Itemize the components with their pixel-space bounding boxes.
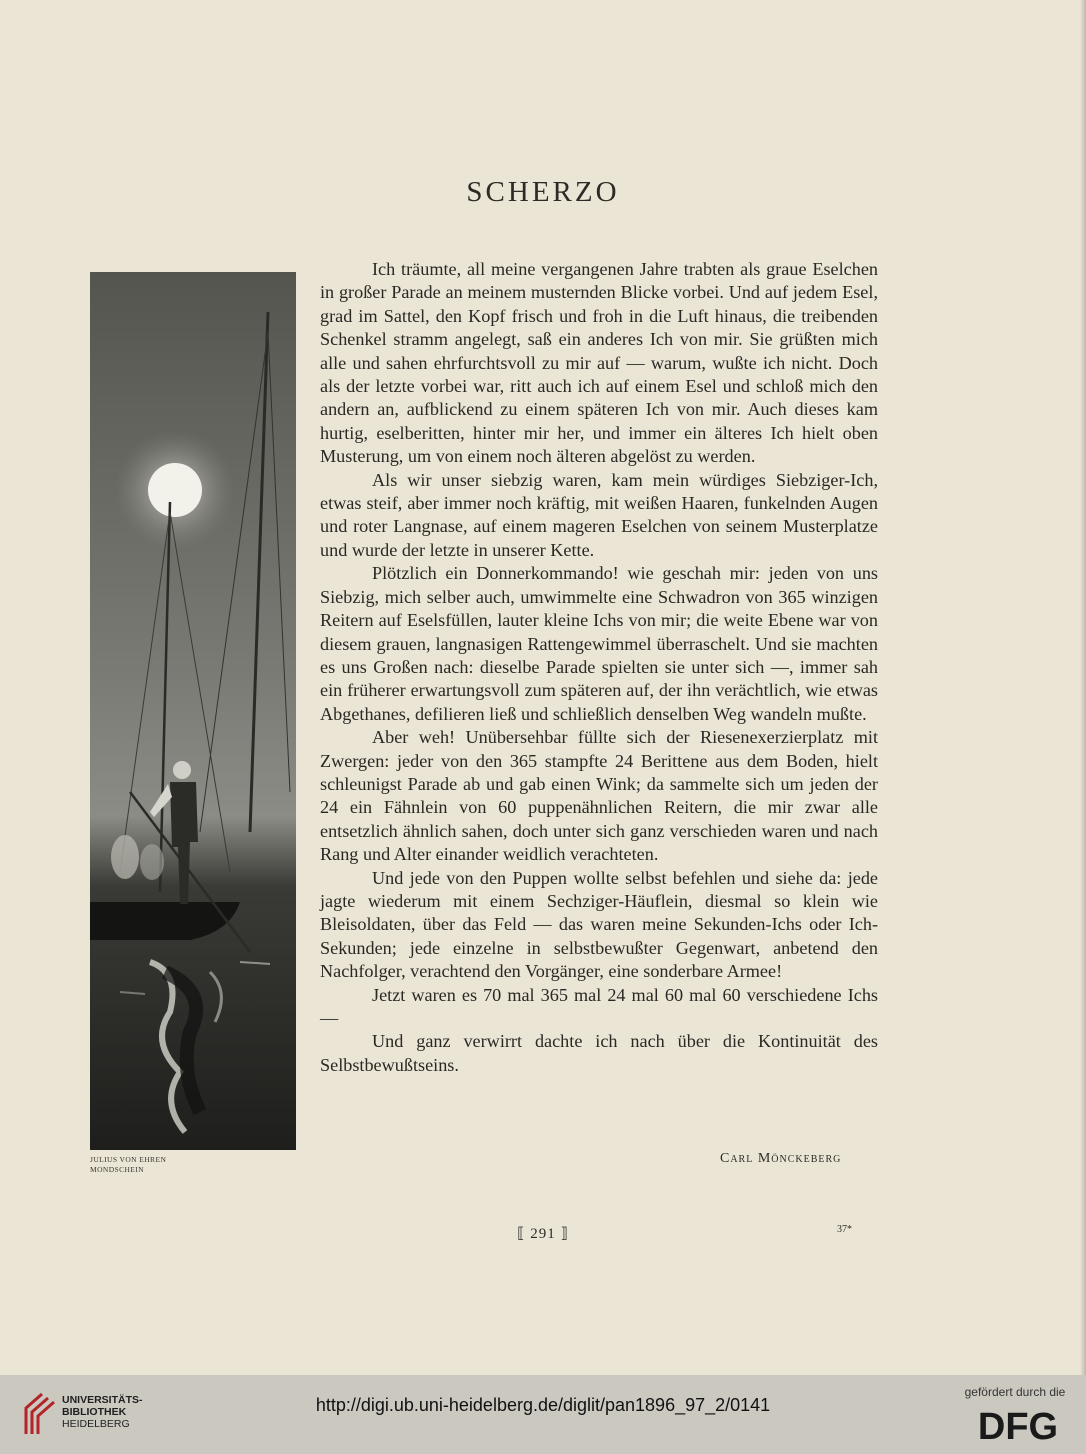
page-number: ⟦ 291 ⟧	[517, 1226, 569, 1242]
paragraph: Als wir unser siebzig waren, kam mein würdiges Siebziger-Ich, etwas steif, aber immer noch kräftig, mit weißen Haaren, funkelnden Augen und roter Langnase, auf einem mageren Eselchen von seinem Musterplatze und wurde der letzte in unserer Kette.	[320, 469, 878, 560]
signature-mark: 37*	[837, 1224, 852, 1235]
author-signature: Carl Mönckeberg	[720, 1151, 842, 1166]
funded-by-label: gefördert durch die	[964, 1385, 1066, 1399]
svg-text:DFG: DFG	[977, 1406, 1059, 1445]
paragraph: Aber weh! Unübersehbar füllte sich der Riesenexerzierplatz mit Zwergen: jeder von den 365 stampfte 24 Berittene aus dem Boden, hielt schleunigst Parade ab und gab einen Wink; da sammelte sich um jeden der 24 ein Fähnlein von 60 puppenähnlichen Reitern, die mir zwar alle entsetzlich ähnlich sahen, doch unter sich ganz verschieden waren und nach Rang und Alter einander weidlich verachteten.	[320, 727, 878, 865]
paragraph: Und jede von den Puppen wollte selbst befehlen und siehe da: jede jagte wiederum mit einem Sechziger-Häuflein, diesmal so klein wie Bleisoldaten, über das Feld — das waren meine Sekunden-Ichs oder Ich-Sekunden; jede einzelne in selbstbewußter Gegenwart, anbetend den Nachfolger, verachtend den Vorgänger, eine sonderbare Armee!	[320, 867, 878, 982]
paragraph: Und ganz verwirrt dachte ich nach über die Kontinuität des Selbstbewußtseins.	[320, 1031, 878, 1075]
permalink-url[interactable]: http://digi.ub.uni-heidelberg.de/diglit/pan1896_97_2/0141	[315, 1395, 771, 1415]
paragraph: Ich träumte, all meine vergangenen Jahre trabten als graue Eselchen in großer Parade an meinem musternden Blicke vorbei. Und auf jedem Esel, grad im Sattel, den Kopf frisch und froh in die Luft hinaus, die treibenden Schenkel stramm angelegt, saß ein anderes Ich von mir. Sie grüßten mich alle und sahen ehrfurchtsvoll zu mir auf — warum, wußte ich nicht. Doch als der letzte vorbei war, ritt auch ich auf einem Esel und schloß mich den andern an, aufblickend zu einem späteren Ich von mir. Auch dieses kam hurtig, eselberitten, hinter mir her, und immer ein älteres Ich hielt oben Musterung, um von einem noch älteren abgelöst zu werden.	[320, 259, 878, 467]
library-name: UNIVERSITÄTS- BIBLIOTHEK HEIDELBERG	[62, 1394, 143, 1430]
paragraph: Jetzt waren es 70 mal 365 mal 24 mal 60 mal 60 verschiedene Ichs —	[320, 984, 878, 1028]
illustration-caption	[90, 1155, 166, 1175]
page-title: SCHERZO	[466, 176, 620, 208]
caption-title: MONDSCHEIN	[90, 1165, 145, 1174]
article-body	[320, 258, 878, 1077]
paragraph: Plötzlich ein Donnerkommando! wie geschah mir: jeden von uns Siebzig, mich selber auch, umwimmelte eine Schwadron von 365 winzigen Reitern auf Eselsfüllen, lauter kleine Ichs von mir; die weite Ebene war von diesem grauen, langnasigen Rattengewimmel überraschelt. Und sie machten es uns Großen nach: dieselbe Parade spielten sie unter sich —, immer sah ein früherer erwartungsvoll zum späteren auf, der ihn verächtlich, wie etwas Abgethanes, defilieren ließ und schließlich denselben Weg wandeln mußte.	[320, 563, 878, 724]
viewer-footer	[0, 1375, 1086, 1454]
dfg-logo-icon	[966, 1405, 1070, 1445]
caption-artist: JULIUS VON EHREN	[90, 1155, 167, 1164]
moonlight-illustration	[90, 272, 296, 1150]
